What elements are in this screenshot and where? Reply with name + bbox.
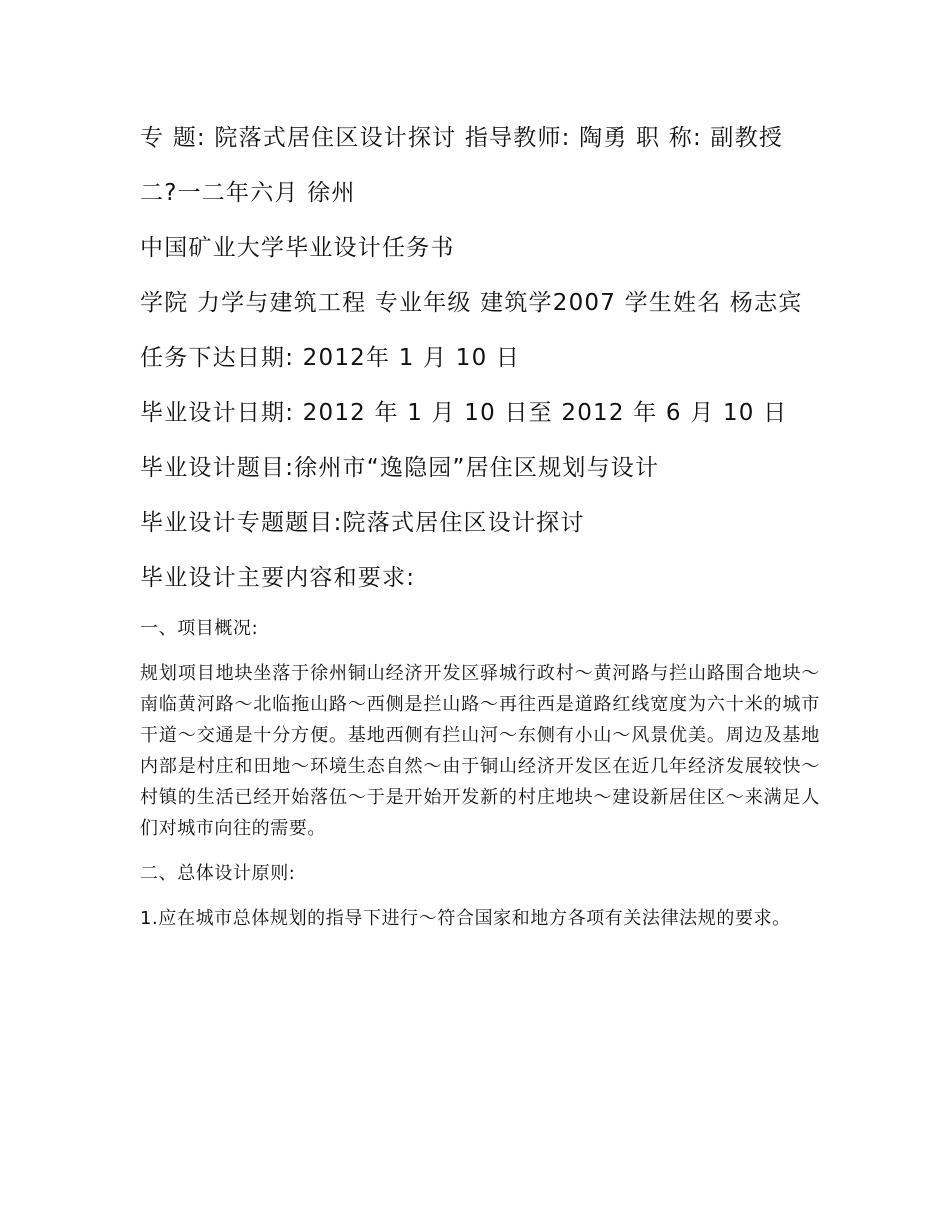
design-topic-line: 毕业设计题目:徐州市“逸隐园”居住区规划与设计: [140, 455, 660, 481]
section-2-item-1: 1.应在城市总体规划的指导下进行～符合国家和地方各项有关法律法规的要求。: [140, 908, 791, 929]
document-title: 中国矿业大学毕业设计任务书: [140, 235, 455, 261]
issue-date-line: 任务下达日期: 2012年 1 月 10 日: [140, 345, 521, 371]
date-place-line: 二?一二年六月 徐州: [140, 180, 356, 206]
document-content: [140, 118, 820, 948]
main-content-heading: 毕业设计主要内容和要求:: [140, 565, 416, 591]
section-1-heading: 一、项目概况:: [140, 618, 259, 639]
special-topic-line: 毕业设计专题题目:院落式居住区设计探讨: [140, 510, 585, 536]
design-period-line: 毕业设计日期: 2012 年 1 月 10 日至 2012 年 6 月 10 日: [140, 400, 788, 426]
topic-advisor-line: 专 题: 院落式居住区设计探讨 指导教师: 陶勇 职 称: 副教授: [140, 125, 784, 151]
section-1-body: 规划项目地块坐落于徐州铜山经济开发区驿城行政村～黄河路与拦山路围合地块～南临黄河路～北临拖山路～西侧是拦山路～再往西是道路红线宽度为六十米的城市干道～交通是十分方便。基地西侧有拦山河～东侧有小山～风景优美。周边及基地内部是村庄和田地～环境生态自然～由于铜山经济开发区在近几年经济发展较快～村镇的生活已经开始落伍～于是开始开发新的村庄地块～建设新居住区～来满足人们对城市向往的需要。: [140, 663, 820, 839]
section-2-heading: 二、总体设计原则:: [140, 863, 296, 884]
student-info-line: 学院 力学与建筑工程 专业年级 建筑学2007 学生姓名 杨志宾: [140, 290, 803, 316]
